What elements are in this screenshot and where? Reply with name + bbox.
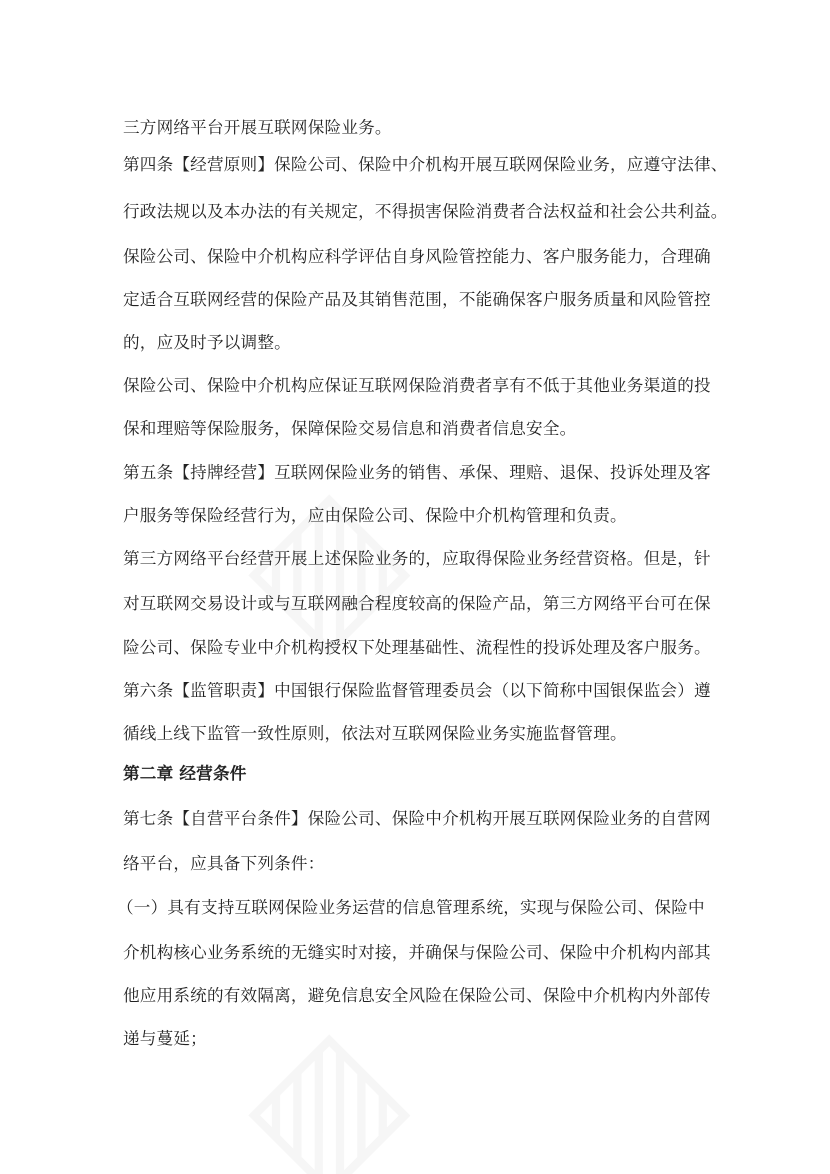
text-line: 第四条【经营原则】保险公司、保险中介机构开展互联网保险业务，应遵守法律、 [123,155,728,174]
text-line: 户服务等保险经营行为，应由保险公司、保险中介机构管理和负责。 [123,506,627,525]
text-line: 险公司、保险专业中介机构授权下处理基础性、流程性的投诉处理及客户服务。 [123,638,711,657]
text-line: 三方网络平台开展互联网保险业务。 [123,118,392,137]
text-line: 介机构核心业务系统的无缝实时对接，并确保与保险公司、保险中介机构内部其 [123,943,711,962]
text-line: 的，应及时予以调整。 [123,333,291,352]
watermark [209,995,432,1174]
text-line: 定适合互联网经营的保险产品及其销售范围，不能确保客户服务质量和风险管控 [123,290,711,309]
chapter-heading: 第二章 经营条件 [123,764,247,783]
text-line: 保和理赔等保险服务，保障保险交易信息和消费者信息安全。 [123,419,577,438]
text-line: 第六条【监管职责】中国银行保险监督管理委员会（以下简称中国银保监会）遵 [123,681,711,700]
text-line: 第五条【持牌经营】互联网保险业务的销售、承保、理赔、退保、投诉处理及客 [123,463,711,482]
text-line: （一）具有支持互联网保险业务运营的信息管理系统，实现与保险公司、保险中 [117,898,705,917]
text-line: 保险公司、保险中介机构应保证互联网保险消费者享有不低于其他业务渠道的投 [123,376,711,395]
text-line: 递与蔓延； [123,1029,207,1048]
text-line: 循线上线下监管一致性原则，依法对互联网保险业务实施监督管理。 [123,724,627,743]
text-line: 对互联网交易设计或与互联网融合程度较高的保险产品，第三方网络平台可在保 [123,594,711,613]
text-line: 保险公司、保险中介机构应科学评估自身风险管控能力、客户服务能力，合理确 [123,247,711,266]
text-line: 络平台，应具备下列条件： [123,854,325,873]
text-line: 第三方网络平台经营开展上述保险业务的，应取得保险业务经营资格。但是，针 [123,549,711,568]
text-line: 他应用系统的有效隔离，避免信息安全风险在保险公司、保险中介机构内外部传 [123,986,711,1005]
text-line: 行政法规以及本办法的有关规定，不得损害保险消费者合法权益和社会公共利益。 [123,202,728,221]
text-line: 第七条【自营平台条件】保险公司、保险中介机构开展互联网保险业务的自营网 [123,809,711,828]
